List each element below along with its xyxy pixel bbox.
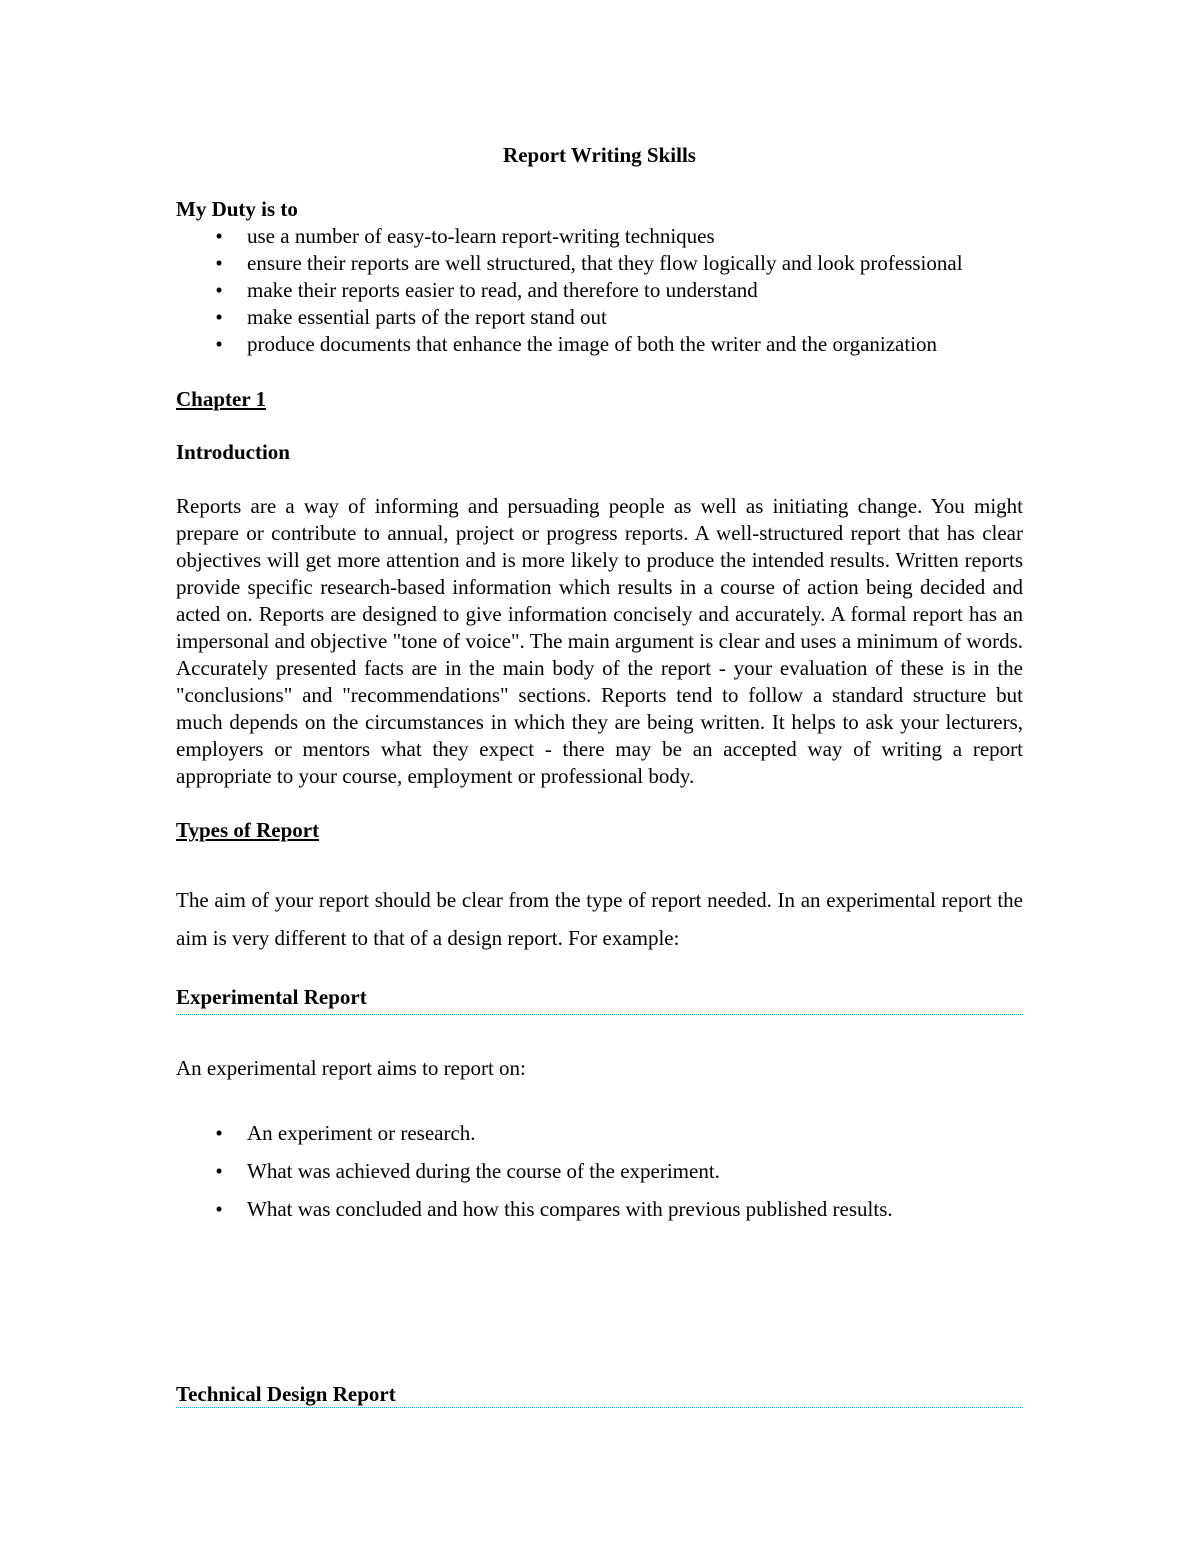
list-item — [176, 1196, 1023, 1234]
list-item — [176, 277, 1023, 304]
list-item-text: make their reports easier to read, and therefore to understand — [247, 278, 758, 302]
list-item-text: What was concluded and how this compares with previous published results. — [247, 1197, 893, 1221]
duty-list — [176, 223, 1023, 358]
list-item — [176, 304, 1023, 331]
bullet-icon: • — [215, 305, 223, 329]
list-item-text: make essential parts of the report stand out — [247, 305, 607, 329]
list-item — [176, 1120, 1023, 1158]
technical-design-report-heading: Technical Design Report — [176, 1381, 1023, 1408]
introduction-paragraph: Reports are a way of informing and persuading people as well as initiating change. You might prepare or contribute to annual, project or progress reports. A well-structured report that has clear objectives will get more attention and is more likely to produce the intended results. Written reports provide specific research-based information which results in a course of action being decided and acted on. Reports are designed to give information concisely and accurately. A formal report has an impersonal and objective "tone of voice". The main argument is clear and uses a minimum of words. Accurately presented facts are in the main body of the report - your evaluation of these is in the "conclusions" and "recommendations" sections. Reports tend to follow a standard structure but much depends on the circumstances in which they are being written. It helps to ask your lecturers, employers or mentors what they expect - there may be an accepted way of writing a report appropriate to your course, employment or professional body. — [176, 494, 1023, 788]
experimental-report-heading: Experimental Report — [176, 984, 1023, 1015]
bullet-icon: • — [215, 1121, 223, 1145]
introduction-heading: Introduction — [176, 440, 290, 464]
bullet-icon: • — [215, 251, 223, 275]
list-item-text: What was achieved during the course of the experiment. — [247, 1159, 720, 1183]
experimental-report-intro: An experimental report aims to report on: — [176, 1056, 526, 1080]
list-item-text: An experiment or research. — [247, 1121, 476, 1145]
list-item — [176, 223, 1023, 250]
bullet-icon: • — [215, 332, 223, 356]
bullet-icon: • — [215, 224, 223, 248]
experimental-report-list — [176, 1120, 1023, 1234]
document-body — [176, 142, 1023, 1234]
list-item — [176, 331, 1023, 358]
list-item — [176, 1158, 1023, 1196]
types-of-report-paragraph: The aim of your report should be clear from the type of report needed. In an experimental report the aim is very different to that of a design report. For example: — [176, 888, 1023, 950]
types-of-report-heading: Types of Report — [176, 818, 320, 842]
document-title: Report Writing Skills — [503, 143, 696, 167]
list-item — [176, 250, 1023, 277]
bullet-icon: • — [215, 278, 223, 302]
list-item-text: ensure their reports are well structured, that they flow logically and look professional — [247, 251, 963, 275]
duty-heading: My Duty is to — [176, 197, 298, 221]
list-item-text: use a number of easy-to-learn report-writing techniques — [247, 224, 715, 248]
chapter-heading: Chapter 1 — [176, 387, 267, 411]
list-item-text: produce documents that enhance the image of both the writer and the organization — [247, 332, 938, 356]
bullet-icon: • — [215, 1159, 223, 1183]
bullet-icon: • — [215, 1197, 223, 1221]
